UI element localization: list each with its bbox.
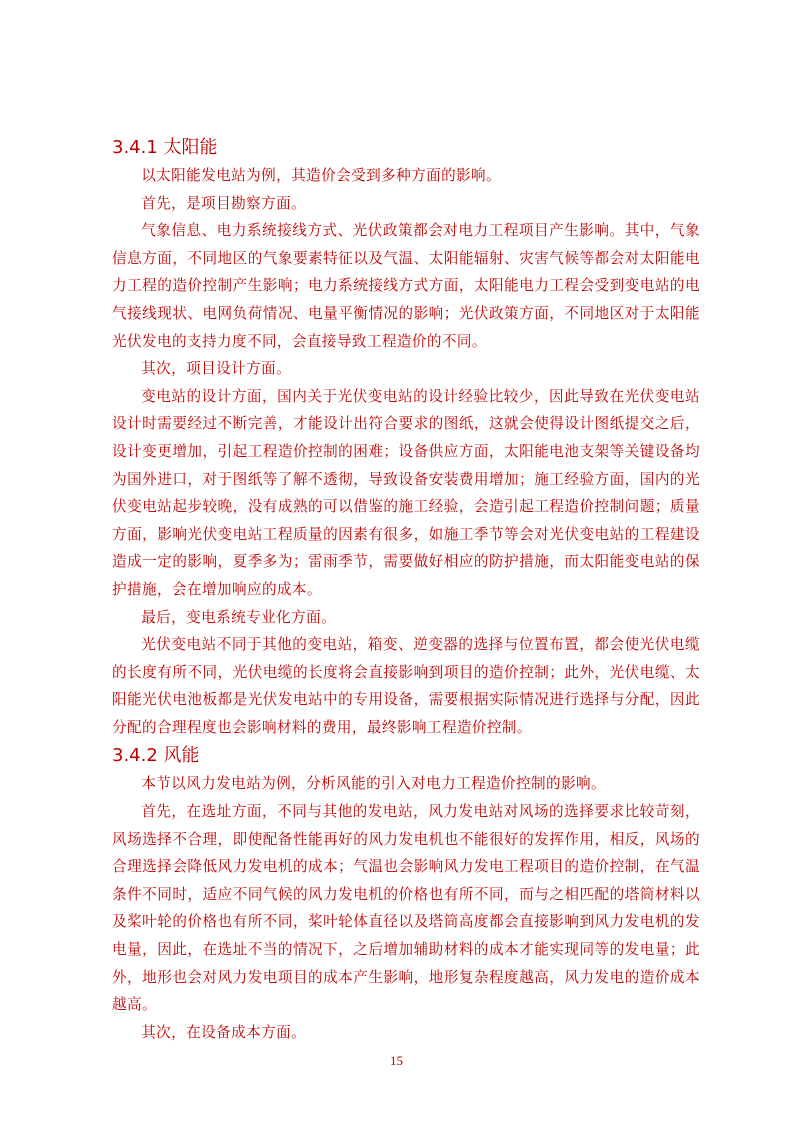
paragraph: 首先，是项目勘察方面。	[141, 194, 307, 212]
page-content	[112, 133, 700, 1046]
paragraph: 其次，项目设计方面。	[141, 360, 292, 378]
paragraph: 气象信息、电力系统接线方式、光伏政策都会对电力工程项目产生影响。其中，气象信息方面，不同地区的气象要素特征以及气温、太阳能辐射、灾害气候等都会对太阳能电力工程的造价控制产生影响；电力系统接线方式方面，太阳能电力工程会受到变电站的电气接线现状、电网负荷情况、电量平衡情况的影响；光伏政策方面，不同地区对于太阳能光伏发电的支持力度不同，会直接导致工程造价的不同。	[112, 222, 700, 350]
paragraph: 最后，变电系统专业化方面。	[141, 608, 337, 626]
paragraph: 本节以风力发电站为例，分析风能的引入对电力工程造价控制的影响。	[141, 775, 606, 793]
paragraph: 以太阳能发电站为例，其造价会受到多种方面的影响。	[141, 167, 502, 184]
paragraph: 其次，在设备成本方面。	[141, 1023, 307, 1041]
paragraph: 首先，在选址方面，不同与其他的发电站，风力发电站对风场的选择要求比较苛刻，风场选择不合理，即使配备性能再好的风力发电机也不能很好的发挥作用，相反，风场的合理选择会降低风力发电机的成本；气温也会影响风力发电工程项目的造价控制，在气温条件不同时，适应不同气候的风力发电机的价格也有所不同，而与之相匹配的塔筒材料以及桨叶轮的价格也有所不同，桨叶轮体直径以及塔筒高度都会直接影响到风力发电机的发电量，因此，在选址不当的情况下，之后增加辅助材料的成本才能实现同等的发电量；此外，地形也会对风力发电项目的成本产生影响，地形复杂程度越高，风力发电的造价成本越高。	[112, 803, 700, 1014]
paragraph: 变电站的设计方面，国内关于光伏变电站的设计经验比较少，因此导致在光伏变电站设计时需要经过不断完善，才能设计出符合要求的图纸，这就会使得设计图纸提交之后，设计变更增加，引起工程造价控制的困难；设备供应方面，太阳能电池支架等关键设备均为国外进口，对于图纸等了解不透彻，导致设备安装费用增加；施工经验方面，国内的光伏变电站起步较晚，没有成熟的可以借鉴的施工经验，会造引起工程造价控制问题；质量方面，影响光伏变电站工程质量的因素有很多，如施工季节等会对光伏变电站的工程建设造成一定的影响，夏季多为；雷雨季节，需要做好相应的防护措施，而太阳能变电站的保护措施，会在增加响应的成本。	[112, 387, 700, 598]
section-heading-3-4-1: 3.4.1 太阳能	[112, 137, 218, 158]
paragraph: 光伏变电站不同于其他的变电站，箱变、逆变器的选择与位置布置，都会使光伏电缆的长度有所不同，光伏电缆的长度将会直接影响到项目的造价控制；此外，光伏电缆、太阳能光伏电池板都是光伏发电站中的专用设备，需要根据实际情况进行选择与分配，因此分配的合理程度也会影响材料的费用，最终影响工程造价控制。	[112, 636, 700, 736]
page-number: 15	[390, 1053, 403, 1068]
section-heading-3-4-2: 3.4.2 风能	[112, 745, 200, 767]
